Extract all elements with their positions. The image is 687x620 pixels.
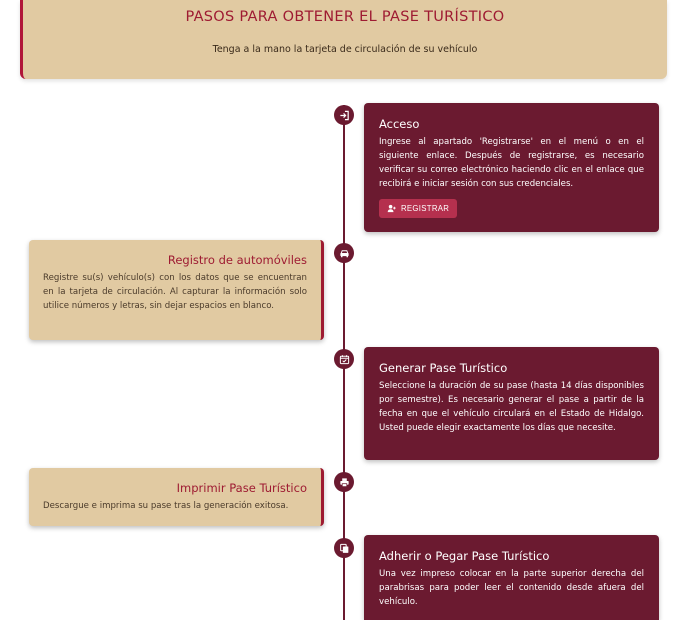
timeline-node-1 [334, 105, 354, 125]
step-text: Una vez impreso colocar en la parte superior derecha del parabrisas para poder leer el contenido desde afuera del vehículo. [379, 569, 644, 607]
step-card-generar-pase [364, 347, 659, 460]
step-text: Seleccione la duración de su pase (hasta 14 días disponibles por semestre). Es necesario generar el pase a partir de la fecha en que el vehículo circulará en el Estado de Hidalgo. Usted puede elegir exactamente los días que necesite. [379, 381, 644, 433]
step-title: Registro de automóviles [167, 253, 307, 267]
timeline-node-5 [334, 538, 354, 558]
step-card-acceso [364, 103, 659, 232]
user-plus-icon [387, 204, 396, 213]
printer-icon [339, 477, 350, 488]
timeline-node-2 [334, 243, 354, 263]
timeline-node-3 [334, 349, 354, 369]
copy-icon [339, 543, 350, 554]
calendar-check-icon [339, 354, 350, 365]
register-button-label: REGISTRAR [401, 204, 450, 213]
header-banner [20, 0, 667, 79]
page-subtitle: Tenga a la mano la tarjeta de circulación de su vehículo [212, 44, 478, 55]
step-card-registro-automoviles [29, 240, 324, 340]
step-title: Generar Pase Turístico [379, 361, 508, 375]
step-card-adherir-pase [364, 535, 659, 620]
step-title: Acceso [379, 117, 420, 131]
step-text: Descargue e imprima su pase tras la generación exitosa. [43, 501, 289, 511]
step-title: Imprimir Pase Turístico [176, 481, 307, 495]
page-title: PASOS PARA OBTENER EL PASE TURÍSTICO [185, 9, 505, 25]
car-icon [339, 248, 350, 259]
step-text: Registre su(s) vehículo(s) con los datos que se encuentran en la tarjeta de circulación. Al capturar la información solo utilice números y letras, sin dejar espacios en blanco. [43, 273, 307, 311]
step-text: Ingrese al apartado 'Registrarse' en el menú o en el siguiente enlace. Después de registrarse, es necesario verificar su correo electrónico haciendo clic en el enlace que recibirá e iniciar sesión con sus credenciales. [379, 137, 644, 189]
timeline-node-4 [334, 472, 354, 492]
login-icon [339, 110, 350, 121]
step-card-imprimir-pase [29, 468, 324, 526]
register-button[interactable] [379, 199, 457, 218]
step-title: Adherir o Pegar Pase Turístico [379, 549, 550, 563]
